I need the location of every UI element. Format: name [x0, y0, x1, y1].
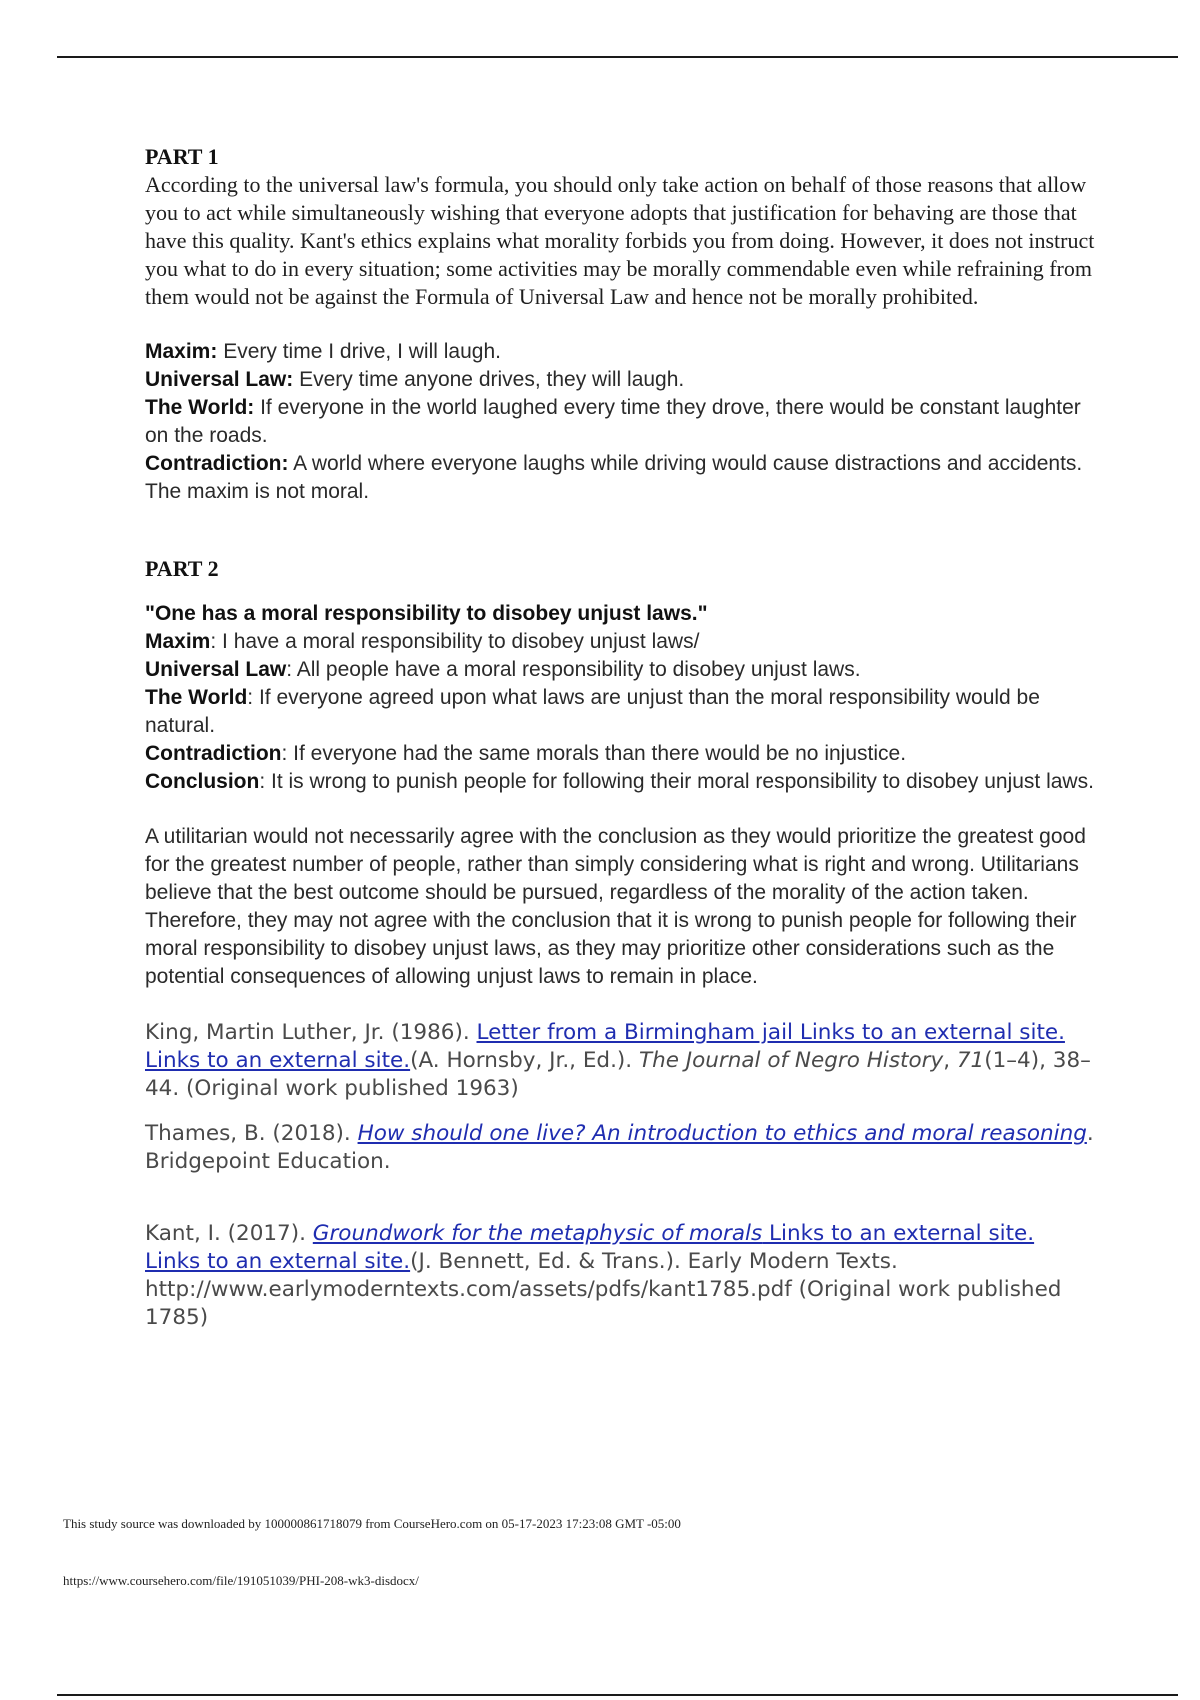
part1-contradiction: [145, 450, 1095, 478]
part2-heading: PART 2: [145, 556, 219, 581]
part2-maxim: [145, 628, 1095, 656]
universal-law-text: : All people have a moral responsibility to disobey unjust laws.: [286, 658, 861, 681]
part2-universal-law: [145, 656, 1095, 684]
reference-author: Thames, B. (2018).: [145, 1121, 358, 1146]
part1-heading: PART 1: [145, 144, 219, 169]
part1-maxim: [145, 338, 1095, 366]
part1-paragraph: According to the universal law's formula, you should only take action on behalf of those reasons that allow you to act while simultaneously wishing that everyone adopts that justification for behaving are those that have this quality. Kant's ethics explains what morality forbids you from doing. However, it does not instruct you what to do in every situation; some activities may be morally commendable even while refraining from them would not be against the Formula of Universal Law and hence not be morally prohibited.: [145, 172, 1095, 309]
universal-law-label: Universal Law: [145, 658, 287, 681]
maxim-label: Maxim:: [145, 340, 218, 363]
part2-quote: "One has a moral responsibility to disobey unjust laws.": [145, 602, 708, 625]
document-body: [145, 143, 1095, 1332]
reference-journal: The Journal of Negro History: [638, 1048, 944, 1073]
source-url: https://www.coursehero.com/file/191051039/PHI-208-wk3-disdocx/: [63, 1573, 419, 1588]
universal-law-label: Universal Law:: [145, 368, 294, 391]
reference-author: King, Martin Luther, Jr. (1986).: [145, 1020, 477, 1045]
utilitarian-paragraph: A utilitarian would not necessarily agree with the conclusion as they would prioritize the greatest good for the greatest number of people, rather than simply considering what is right and wrong. Utilitarians believe that the best outcome should be pursued, regardless of the morality of the action taken. Therefore, they may not agree with the conclusion that it is wrong to punish people for following their moral responsibility to disobey unjust laws, as they may prioritize other considerations such as the potential consequences of allowing unjust laws to remain in place.: [145, 825, 1086, 988]
part1-universal-law: [145, 366, 1095, 394]
reference-volume: 71: [956, 1048, 985, 1073]
reference-author: Kant, I. (2017).: [145, 1221, 313, 1246]
reference-editor: (A. Hornsby, Jr., Ed.).: [410, 1048, 639, 1073]
universal-law-text: Every time anyone drives, they will laugh.: [293, 368, 685, 391]
world-label: The World:: [145, 396, 255, 419]
conclusion-label: Conclusion: [145, 770, 260, 793]
reference-details: (J. Bennett, Ed. & Trans.). Early Modern Texts. http://www.earlymoderntexts.com/assets/pdfs/kant1785.pdf (Original work published 1785): [145, 1249, 1062, 1330]
maxim-text: : I have a moral responsibility to disobey unjust laws/: [210, 630, 700, 653]
contradiction-label: Contradiction: [145, 742, 282, 765]
world-label: The World: [145, 686, 248, 709]
part2-contradiction: [145, 740, 1095, 768]
contradiction-text: : If everyone had the same morals than there would be no injustice.: [281, 742, 907, 765]
part2-conclusion: [145, 768, 1095, 796]
bottom-rule: [57, 1694, 1178, 1696]
reference-details: (1–4), 38–44. (Original work published 1963): [145, 1048, 1091, 1101]
download-note: This study source was downloaded by 100000861718079 from CourseHero.com on 05-17-2023 17:23:08 GMT -05:00: [63, 1516, 681, 1531]
world-text: If everyone in the world laughed every time they drove, there would be constant laughter on the roads.: [145, 396, 1081, 447]
reference-link-note: Links to an external site. Links to an external site.: [145, 1221, 1035, 1274]
part2-analysis: [145, 600, 1095, 796]
references: [145, 1019, 1095, 1332]
world-text: : If everyone agreed upon what laws are unjust than the moral responsibility would be natural.: [145, 686, 1040, 737]
reference-king: [145, 1019, 1095, 1103]
part1-conclusion: The maxim is not moral.: [145, 480, 370, 503]
maxim-text: Every time I drive, I will laugh.: [217, 340, 501, 363]
reference-details: . Bridgepoint Education.: [145, 1121, 1094, 1174]
contradiction-label: Contradiction:: [145, 452, 289, 475]
part2-world: [145, 684, 1095, 740]
contradiction-text: A world where everyone laughs while driving would cause distractions and accidents.: [288, 452, 1083, 475]
reference-separator: ,: [943, 1048, 957, 1073]
reference-link[interactable]: Letter from a Birmingham jail Links to an external site. Links to an external site.: [145, 1020, 1065, 1073]
reference-link-title: Groundwork for the metaphysic of morals: [312, 1221, 763, 1246]
reference-thames: [145, 1120, 1095, 1176]
reference-kant: [145, 1220, 1095, 1332]
part1-world: [145, 394, 1095, 450]
part1-analysis: [145, 338, 1095, 506]
maxim-label: Maxim: [145, 630, 211, 653]
top-rule: [57, 56, 1178, 58]
reference-link[interactable]: How should one live? An introduction to ethics and moral reasoning: [357, 1121, 1087, 1146]
conclusion-text: : It is wrong to punish people for following their moral responsibility to disobey unjust laws.: [259, 770, 1094, 793]
